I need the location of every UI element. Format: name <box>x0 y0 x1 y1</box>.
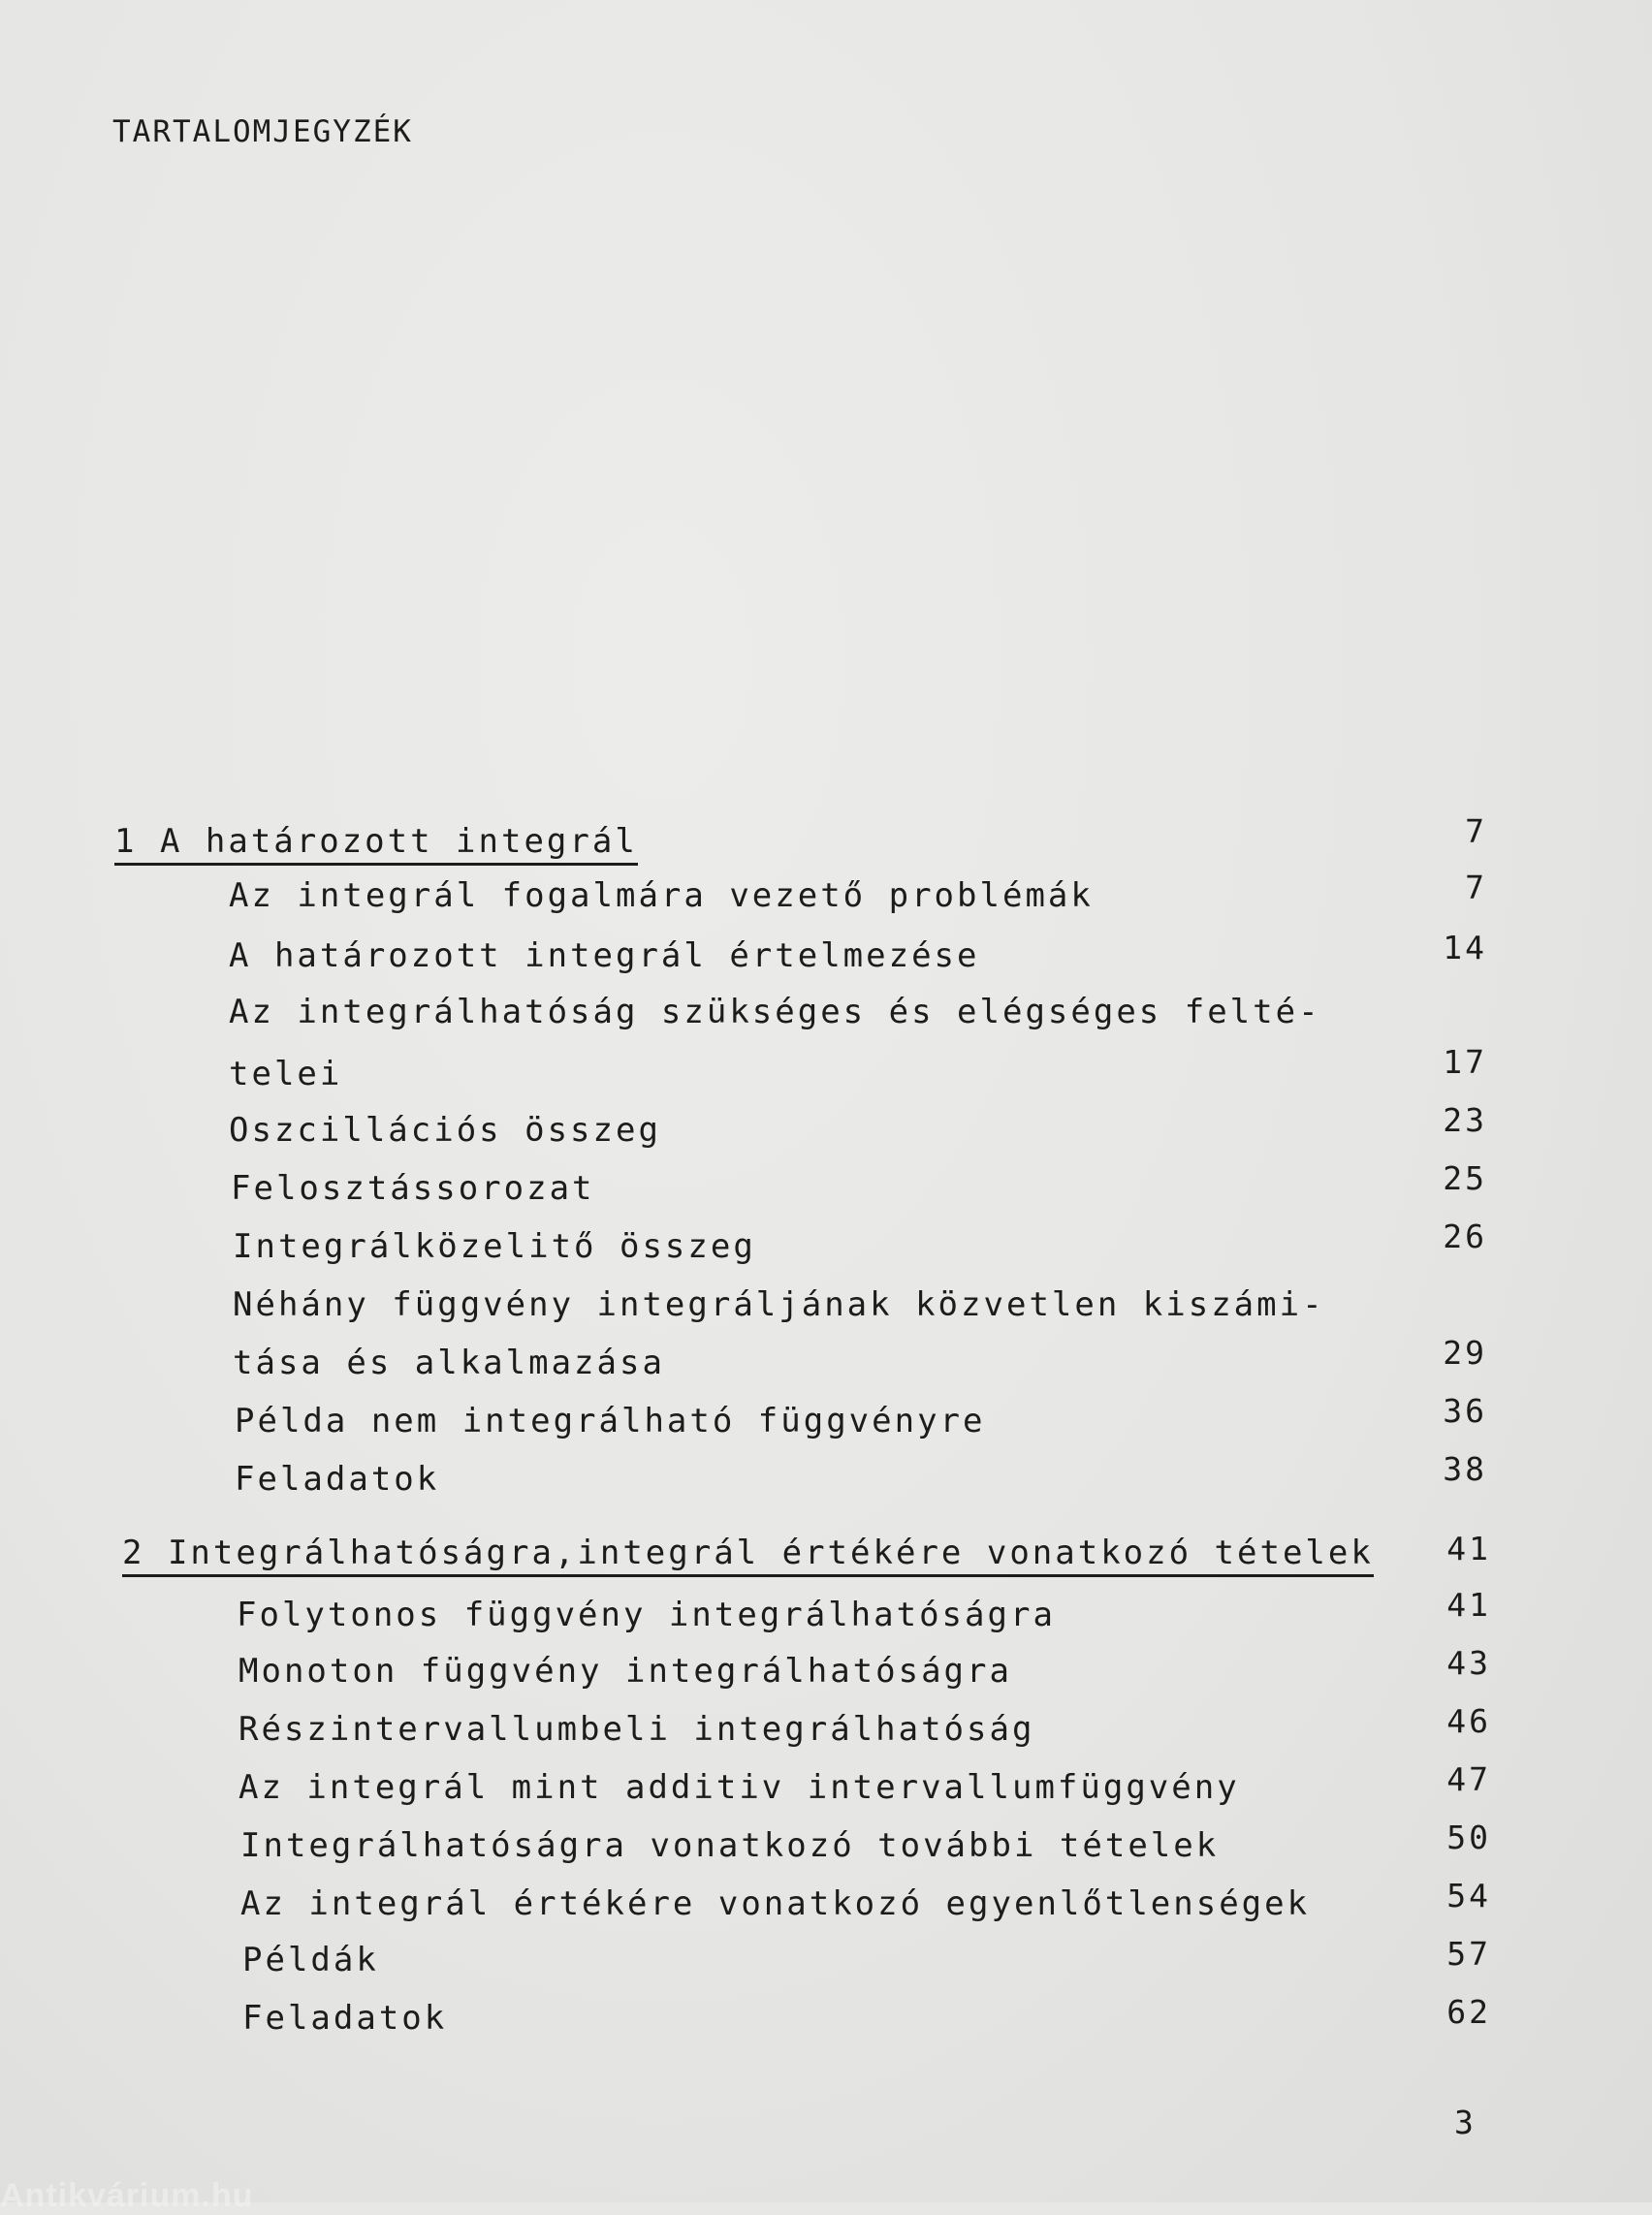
toc-entry: Példák <box>242 1941 379 1979</box>
chapter-title: 2 Integrálhatóságra,integrál értékére vonatkozó tételek <box>122 1534 1374 1577</box>
toc-entry: Oszcillációs összeg <box>229 1111 661 1150</box>
toc-entry-page: 17 <box>1443 1043 1487 1081</box>
toc-entry-page: 26 <box>1443 1218 1487 1255</box>
toc-entry-page: 57 <box>1446 1935 1491 1973</box>
toc-entry-page: 25 <box>1443 1159 1487 1197</box>
toc-entry-page: 46 <box>1446 1702 1491 1740</box>
toc-entry: Néhány függvény integráljának közvetlen kiszámi- <box>233 1285 1325 1324</box>
chapter-title: 1 A határozott integrál <box>114 822 638 866</box>
chapter-page-number: 41 <box>1446 1530 1491 1567</box>
toc-entry-continuation: tása és alkalmazása <box>233 1344 665 1382</box>
toc-entry: Monoton függvény integrálhatóságra <box>238 1652 1012 1691</box>
toc-entry-page: 7 <box>1465 869 1487 906</box>
watermark-logo: Antikvárium.hu <box>0 2177 254 2214</box>
toc-entry-page: 41 <box>1446 1586 1491 1624</box>
toc-entry: Folytonos függvény integrálhatóságra <box>237 1596 1056 1634</box>
toc-entry-page: 50 <box>1446 1819 1491 1856</box>
toc-entry-page: 14 <box>1443 929 1487 966</box>
toc-entry: Feladatok <box>242 1999 448 2038</box>
toc-entry: Integrálközelitő összeg <box>233 1227 756 1266</box>
toc-entry: Integrálhatóságra vonatkozó további tételek <box>240 1826 1220 1865</box>
toc-entry-page: 54 <box>1446 1877 1491 1914</box>
page-number: 3 <box>1454 2104 1474 2141</box>
toc-entry: Az integrálhatóság szükséges és elégséges felté- <box>229 993 1321 1031</box>
toc-entry-page: 23 <box>1443 1101 1487 1139</box>
toc-entry: Az integrál értékére vonatkozó egyenlőtlenségek <box>240 1884 1311 1923</box>
toc-entry: Példa nem integrálható függvényre <box>235 1402 986 1440</box>
toc-entry: Részintervallumbeli integrálhatóság <box>238 1710 1035 1749</box>
toc-entry-page: 62 <box>1446 1993 1491 2031</box>
toc-entry-page: 43 <box>1446 1644 1491 1682</box>
chapter-page-number: 7 <box>1465 812 1487 850</box>
toc-entry: Feladatok <box>235 1460 440 1499</box>
toc-entry: A határozott integrál értelmezése <box>229 936 980 975</box>
toc-entry-page: 38 <box>1443 1450 1487 1488</box>
toc-entry: Felosztássorozat <box>231 1169 595 1208</box>
toc-entry: Az integrál fogalmára vezető problémák <box>229 876 1094 915</box>
page-heading: TARTALOMJEGYZÉK <box>112 114 413 149</box>
toc-entry-continuation: telei <box>229 1055 343 1093</box>
toc-entry-page: 29 <box>1443 1334 1487 1372</box>
toc-entry: Az integrál mint additiv intervallumfüggvény <box>238 1768 1240 1807</box>
toc-entry-page: 47 <box>1446 1760 1491 1798</box>
toc-entry-page: 36 <box>1443 1392 1487 1430</box>
